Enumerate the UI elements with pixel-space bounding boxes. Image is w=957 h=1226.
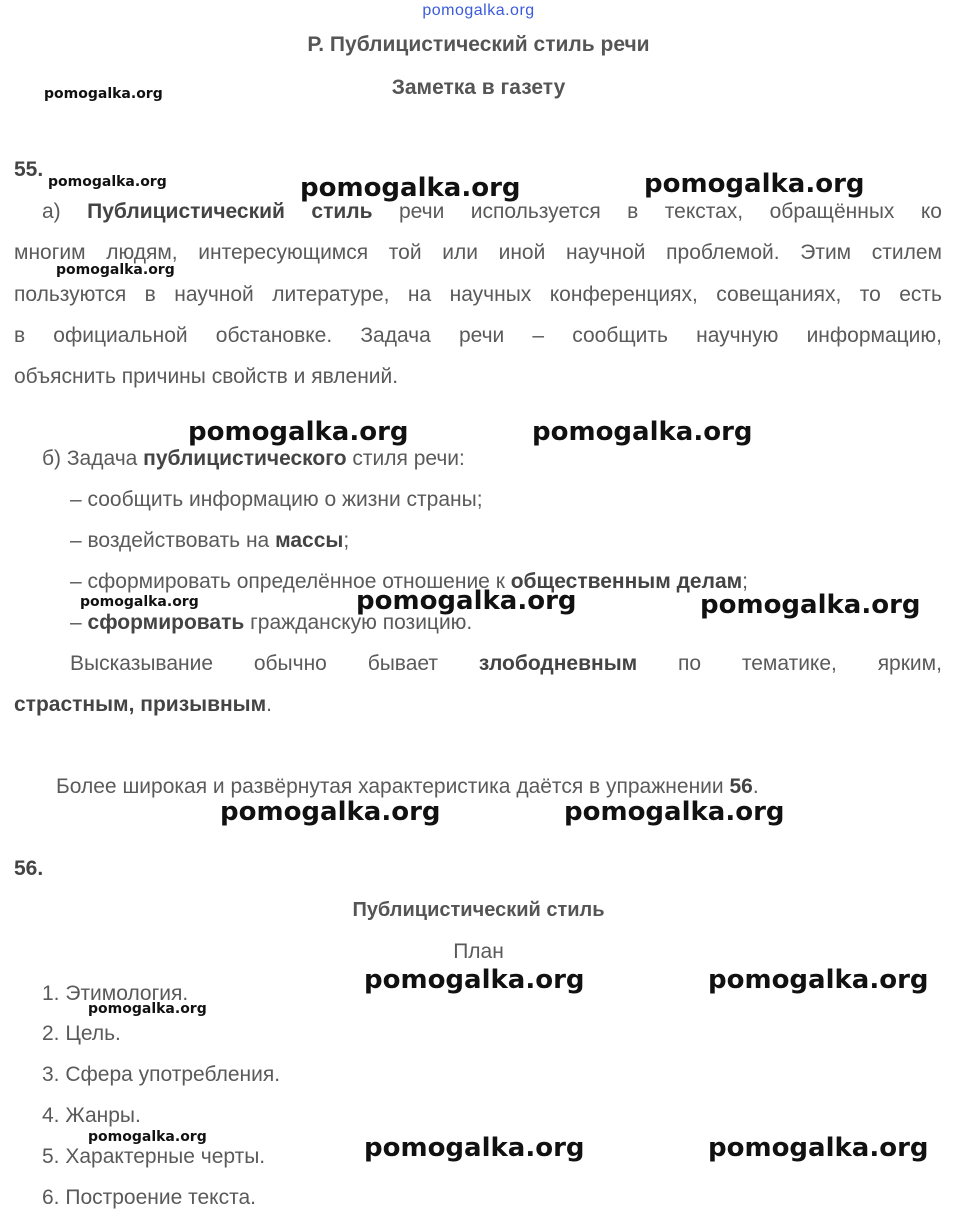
watermark-text: pomogalka.org bbox=[356, 586, 577, 616]
ex55-note: Более широкая и развёрнутая характеристика даётся в упражнении 56. bbox=[56, 775, 759, 798]
ex55-b-list-item-1: – сообщить информацию о жизни страны; bbox=[70, 488, 483, 511]
watermark-text: pomogalka.org bbox=[700, 590, 921, 620]
ex55-a-line-3: пользуются в научной литературе, на научных конференциях, совещаниях, то есть bbox=[14, 283, 942, 306]
ex55-b-list-item-3: – сформировать определённое отношение к общественным делам; bbox=[70, 570, 749, 593]
watermark-text: pomogalka.org bbox=[188, 417, 409, 447]
ex55-a-line-1: а) Публицистический стиль речи используется в текстах, обращённых ко bbox=[42, 200, 942, 223]
watermark-text: pomogalka.org bbox=[48, 174, 167, 190]
plan-item-3: 3. Сфера употребления. bbox=[42, 1063, 281, 1086]
watermark-text: pomogalka.org bbox=[56, 262, 175, 278]
watermark-text: pomogalka.org bbox=[564, 797, 785, 827]
ex56-plan-label: План bbox=[453, 940, 504, 963]
watermark-text: pomogalka.org bbox=[80, 594, 199, 610]
plan-item-4: 4. Жанры. bbox=[42, 1104, 141, 1127]
ex55-a-line-5: объяснить причины свойств и явлений. bbox=[14, 365, 399, 388]
ex55-b-list-item-2: – воздействовать на массы; bbox=[70, 529, 350, 552]
watermark-text: pomogalka.org bbox=[300, 173, 521, 203]
plan-item-2: 2. Цель. bbox=[42, 1022, 121, 1045]
watermark-text: pomogalka.org bbox=[88, 1001, 207, 1017]
watermark-text: pomogalka.org bbox=[44, 86, 163, 102]
ex55-b-heading: б) Задача публицистического стиля речи: bbox=[42, 447, 465, 470]
ex55-statement-line-1: Высказывание обычно бывает злободневным по тематике, ярким, bbox=[70, 652, 942, 675]
plan-item-5: 5. Характерные черты. bbox=[42, 1145, 266, 1168]
exercise-55-number: 55. bbox=[14, 158, 44, 181]
watermark-text: pomogalka.org bbox=[708, 965, 929, 995]
plan-item-6: 6. Построение текста. bbox=[42, 1186, 256, 1209]
page-title: Р. Публицистический стиль речи bbox=[307, 33, 650, 56]
watermark-text: pomogalka.org bbox=[88, 1129, 207, 1145]
top-watermark-link[interactable]: pomogalka.org bbox=[422, 2, 535, 19]
watermark-text: pomogalka.org bbox=[364, 1133, 585, 1163]
watermark-text: pomogalka.org bbox=[708, 1133, 929, 1163]
exercise-56-number: 56. bbox=[14, 857, 44, 880]
ex55-b-list-item-4: – сформировать гражданскую позицию. bbox=[70, 611, 473, 634]
watermark-text: pomogalka.org bbox=[532, 417, 753, 447]
page-subtitle: Заметка в газету bbox=[391, 76, 566, 99]
plan-item-1: 1. Этимология. bbox=[42, 982, 189, 1005]
ex55-a-line-4: в официальной обстановке. Задача речи – сообщить научную информацию, bbox=[14, 324, 942, 347]
watermark-text: pomogalka.org bbox=[220, 797, 441, 827]
ex55-a-line-2: многим людям, интересующимся той или иной научной проблемой. Этим стилем bbox=[14, 241, 942, 264]
ex55-statement-line-2: страстным, призывным. bbox=[14, 693, 272, 716]
ex56-title: Публицистический стиль bbox=[352, 899, 605, 921]
watermark-text: pomogalka.org bbox=[644, 169, 865, 199]
watermark-text: pomogalka.org bbox=[364, 965, 585, 995]
